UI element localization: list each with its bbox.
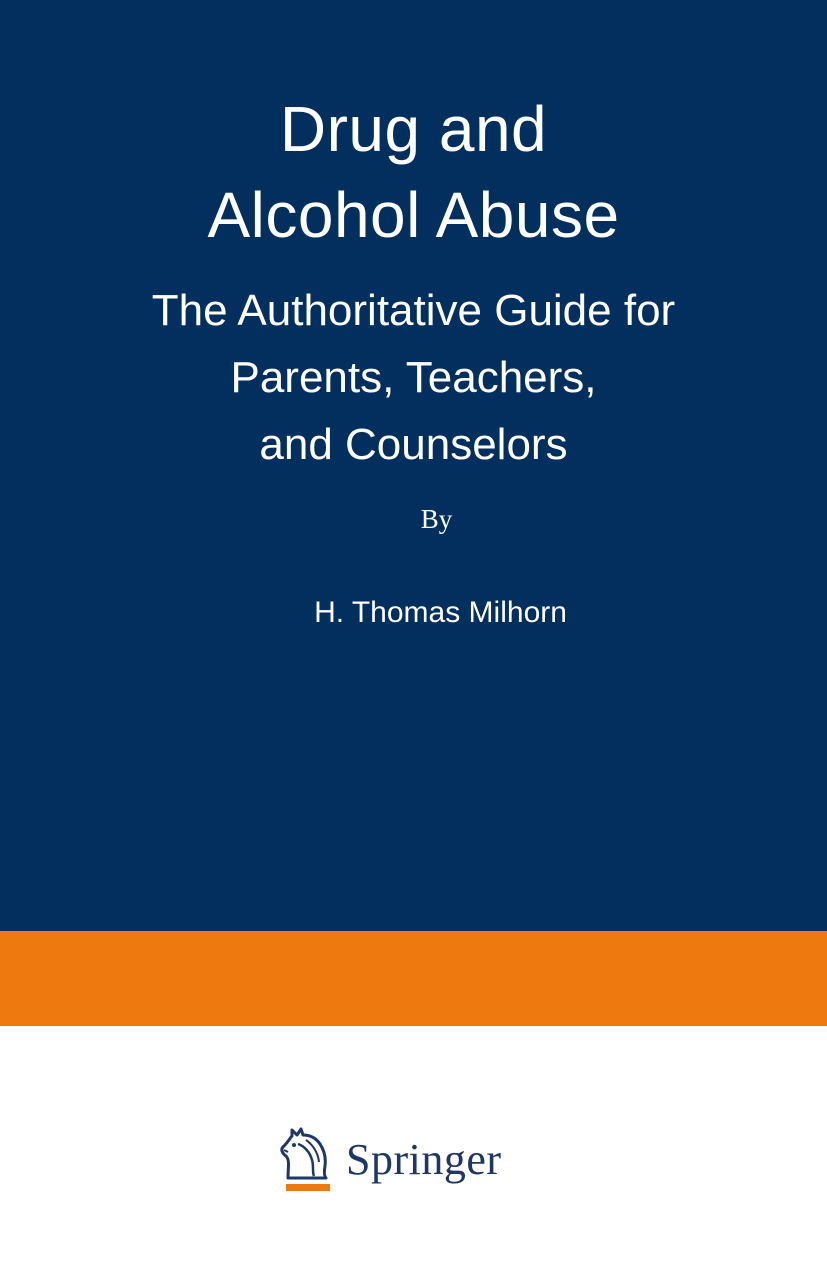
publisher-mark [278,1126,538,1196]
book-subtitle [0,277,827,478]
book-title-line-2: Alcohol Abuse [207,179,620,251]
author-name: H. Thomas Milhorn [314,596,567,629]
publisher-name: Springer [346,1135,502,1184]
by-label: By [420,504,453,534]
cover-orange-band [0,931,827,1026]
springer-horse-head-icon [278,1126,334,1192]
book-subtitle-line-2: Parents, Teachers, [230,353,597,402]
book-title [0,86,827,258]
book-title-line-1: Drug and [279,93,548,165]
book-subtitle-line-3: and Counselors [259,420,568,469]
book-subtitle-line-1: The Authoritative Guide for [151,286,676,335]
